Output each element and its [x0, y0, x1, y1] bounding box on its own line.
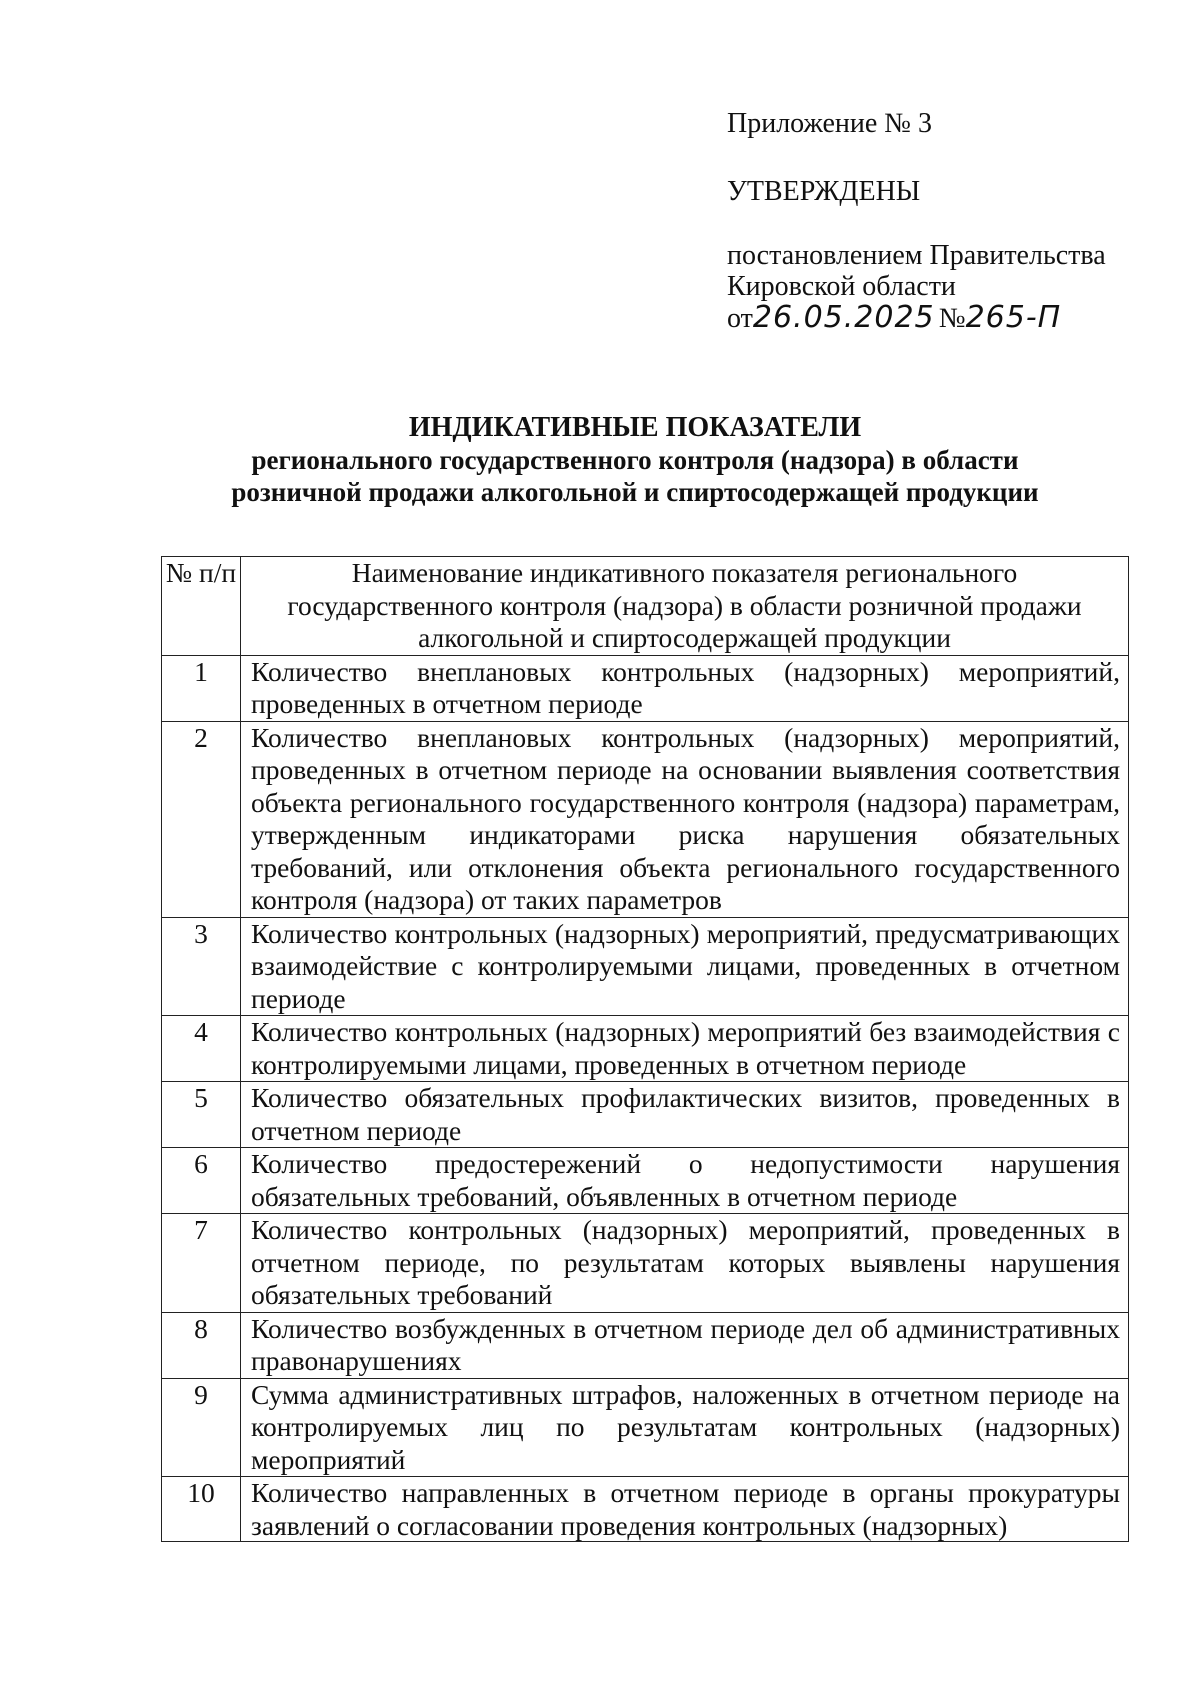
row-text: Количество обязательных профилактических визитов, проведенных в отчетном периоде — [241, 1082, 1129, 1148]
row-number: 8 — [162, 1312, 241, 1378]
table-row — [162, 1214, 1129, 1313]
table-header-row — [162, 557, 1129, 656]
row-text: Количество контрольных (надзорных) мероприятий, предусматривающих взаимодействие с контролируемыми лицами, проведенных в отчетном периоде — [241, 917, 1129, 1016]
number-prefix: № — [938, 303, 966, 334]
row-text: Сумма административных штрафов, наложенных в отчетном периоде на контролируемых лиц по результатам контрольных (надзорных) мероприятий — [241, 1378, 1129, 1477]
appendix-label: Приложение № 3 — [727, 108, 932, 139]
row-text: Количество направленных в отчетном периоде в органы прокуратуры заявлений о согласовании проведения контрольных (надзорных) — [251, 1477, 1120, 1541]
row-text: Количество контрольных (надзорных) мероприятий без взаимодействия с контролируемыми лицами, проведенных в отчетном периоде — [241, 1016, 1129, 1082]
handwritten-date: 26.05.2025 — [752, 300, 935, 335]
approved-label: УТВЕРЖДЕНЫ — [727, 176, 921, 207]
table-row — [162, 721, 1129, 917]
row-text: Количество предостережений о недопустимости нарушения обязательных требований, объявленных в отчетном периоде — [241, 1148, 1129, 1214]
title-subtitle-2: розничной продажи алкогольной и спиртосодержащей продукции — [231, 477, 1039, 507]
row-text: Количество внеплановых контрольных (надзорных) мероприятий, проведенных в отчетном периоде — [241, 655, 1129, 721]
row-number: 6 — [162, 1148, 241, 1214]
title-main: ИНДИКАТИВНЫЕ ПОКАЗАТЕЛИ — [408, 412, 862, 443]
table-row — [162, 1312, 1129, 1378]
row-text: Количество внеплановых контрольных (надзорных) мероприятий, проведенных в отчетном периоде на основании выявления соответствия объекта регионального государственного контроля (надзора) параметрам, утвержденным индикаторами риска нарушения обязательных требований, или отклонения объекта регионального государственного контроля (надзора) от таких параметров — [241, 721, 1129, 917]
row-text: Количество контрольных (надзорных) мероприятий, проведенных в отчетном периоде, по результатам которых выявлены нарушения обязательных требований — [241, 1214, 1129, 1313]
table-row — [162, 1477, 1129, 1542]
approval-block — [727, 108, 1167, 335]
row-number: 7 — [162, 1214, 241, 1313]
table-row — [162, 1378, 1129, 1477]
table-row — [162, 917, 1129, 1016]
approval-line-1: постановлением Правительства — [727, 240, 1106, 271]
document-title — [150, 412, 1120, 508]
table-row — [162, 1148, 1129, 1214]
row-number: 2 — [162, 721, 241, 917]
table-row — [162, 1082, 1129, 1148]
row-number: 1 — [162, 655, 241, 721]
row-number: 9 — [162, 1378, 241, 1477]
header-number: № п/п — [162, 557, 241, 656]
row-number: 3 — [162, 917, 241, 1016]
indicators-table — [161, 556, 1129, 1542]
row-number: 4 — [162, 1016, 241, 1082]
handwritten-number: 265-П — [965, 300, 1062, 335]
title-subtitle-1: регионального государственного контроля (надзора) в области — [251, 445, 1019, 475]
row-number: 5 — [162, 1082, 241, 1148]
approval-date-line — [727, 302, 1061, 334]
approval-line-2: Кировской области — [727, 271, 956, 302]
table-row — [162, 655, 1129, 721]
row-text: Количество возбужденных в отчетном периоде дел об административных правонарушениях — [241, 1312, 1129, 1378]
table-row — [162, 1016, 1129, 1082]
header-name: Наименование индикативного показателя регионального государственного контроля (надзора) в области розничной продажи алкогольной и спиртосодержащей продукции — [241, 557, 1129, 656]
date-prefix: от — [727, 303, 753, 334]
row-number: 10 — [162, 1477, 241, 1542]
